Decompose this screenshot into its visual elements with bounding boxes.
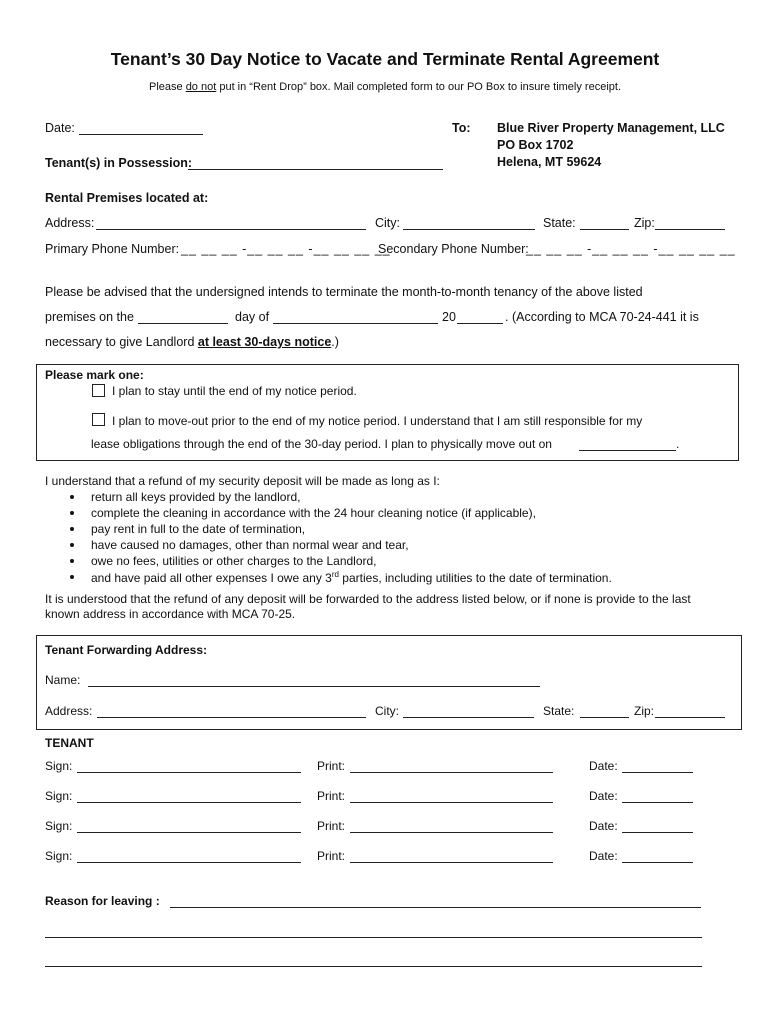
refund-item-6 (91, 570, 612, 585)
refund-item-2: complete the cleaning in accordance with the 24 hour cleaning notice (if applicable), (91, 506, 536, 520)
sign-label: Sign: (45, 819, 73, 833)
date-field[interactable] (79, 134, 203, 135)
move-out-checkbox[interactable] (92, 413, 105, 426)
refund-item-4: have caused no damages, other than normal wear and tear, (91, 538, 409, 552)
forwarding-name-label: Name: (45, 673, 81, 687)
forwarding-address-field[interactable] (97, 717, 366, 718)
premises-state-label: State: (543, 216, 576, 230)
date-label: Date: (589, 849, 618, 863)
sign-label: Sign: (45, 789, 73, 803)
secondary-phone-field[interactable]: __ __ __ -__ __ __ -__ __ __ __ (526, 242, 736, 256)
bullet (70, 527, 74, 531)
notice-line-3-bold: at least 30-days notice (197, 335, 332, 349)
forwarding-city-field[interactable] (403, 717, 534, 718)
secondary-phone-label: Secondary Phone Number: (378, 242, 529, 256)
sign-field[interactable] (77, 862, 301, 863)
termination-year-field[interactable] (457, 323, 503, 324)
forwarding-name-field[interactable] (88, 686, 540, 687)
subtitle-before: Please (148, 81, 186, 93)
sign-field[interactable] (77, 802, 301, 803)
termination-month-field[interactable] (273, 323, 438, 324)
premises-city-field[interactable] (403, 229, 535, 230)
premises-city-label: City: (375, 216, 400, 230)
print-field[interactable] (350, 832, 553, 833)
reason-label: Reason for leaving : (45, 894, 160, 908)
sign-field[interactable] (77, 832, 301, 833)
print-label: Print: (317, 819, 346, 833)
print-label: Print: (317, 789, 346, 803)
sign-field[interactable] (77, 772, 301, 773)
stay-checkbox[interactable] (92, 384, 105, 397)
move-out-option-line-2: lease obligations through the end of the 30-day period. I plan to physically move out on (91, 437, 552, 451)
primary-phone-field[interactable]: __ __ __ -__ __ __ -__ __ __ __ (181, 242, 391, 256)
premises-state-field[interactable] (580, 229, 629, 230)
notice-line-1: Please be advised that the undersigned intends to terminate the month-to-month tenancy of the above listed (45, 285, 643, 299)
date-label: Date: (589, 759, 618, 773)
date-label: Date: (589, 789, 618, 803)
reason-field-line-2[interactable] (45, 937, 702, 938)
move-out-option-end: . (676, 437, 680, 451)
move-out-option-line-1: I plan to move-out prior to the end of my notice period. I understand that I am still responsible for my (112, 414, 643, 428)
bullet (70, 495, 74, 499)
print-label: Print: (317, 759, 346, 773)
bullet (70, 511, 74, 515)
date-label: Date: (589, 819, 618, 833)
print-field[interactable] (350, 862, 553, 863)
refund-item-6-before: and have paid all other expenses I owe any 3 (91, 571, 332, 585)
termination-day-field[interactable] (138, 323, 228, 324)
date-field[interactable] (622, 832, 693, 833)
reason-field-line-1[interactable] (170, 907, 701, 908)
refund-intro: I understand that a refund of my security deposit will be made as long as I: (45, 474, 440, 488)
to-line-2: PO Box 1702 (497, 138, 574, 152)
premises-address-field[interactable] (96, 229, 366, 230)
sign-label: Sign: (45, 849, 73, 863)
move-out-date-field[interactable] (579, 450, 676, 451)
bullet (70, 559, 74, 563)
forwarding-state-label: State: (543, 704, 575, 718)
tenants-label: Tenant(s) in Possession: (45, 156, 193, 170)
premises-on-label: premises on the (45, 310, 134, 324)
day-of-label: day of (235, 310, 270, 324)
primary-phone-label: Primary Phone Number: (45, 242, 180, 256)
subtitle (0, 81, 770, 93)
date-field[interactable] (622, 772, 693, 773)
refund-item-1: return all keys provided by the landlord, (91, 490, 301, 504)
refund-item-5: owe no fees, utilities or other charges to the Landlord, (91, 554, 377, 568)
subtitle-emphasis: do not (185, 81, 217, 93)
subtitle-after: put in “Rent Drop” box. Mail completed form to our PO Box to insure timely receipt. (216, 81, 621, 93)
sign-label: Sign: (45, 759, 73, 773)
forwarding-heading: Tenant Forwarding Address: (45, 643, 208, 657)
date-field[interactable] (622, 802, 693, 803)
notice-line-3 (45, 335, 339, 349)
to-line-1: Blue River Property Management, LLC (497, 121, 725, 135)
notice-line-3-before: necessary to give Landlord (45, 335, 198, 349)
mark-one-heading: Please mark one: (45, 368, 144, 382)
forwarding-state-field[interactable] (580, 717, 629, 718)
reason-field-line-3[interactable] (45, 966, 702, 967)
forwarding-zip-label: Zip: (634, 704, 655, 718)
refund-item-3: pay rent in full to the date of termination, (91, 522, 306, 536)
mca-reference: . (According to MCA 70-24-441 it is (505, 310, 699, 324)
premises-heading: Rental Premises located at: (45, 191, 209, 205)
print-label: Print: (317, 849, 346, 863)
refund-closing-line-1: It is understood that the refund of any deposit will be forwarded to the address listed below, or if none is provide to the last (45, 592, 691, 606)
print-field[interactable] (350, 802, 553, 803)
premises-zip-field[interactable] (655, 229, 725, 230)
to-line-3: Helena, MT 59624 (497, 155, 602, 169)
stay-option-label: I plan to stay until the end of my notice period. (112, 384, 357, 398)
premises-zip-label: Zip: (634, 216, 655, 230)
tenants-field[interactable] (188, 169, 443, 170)
to-label: To: (452, 121, 471, 135)
print-field[interactable] (350, 772, 553, 773)
refund-closing-line-2: known address in accordance with MCA 70-25. (45, 607, 296, 621)
forwarding-city-label: City: (375, 704, 399, 718)
year-prefix: 20 (442, 310, 456, 324)
date-field[interactable] (622, 862, 693, 863)
page-title: Tenant’s 30 Day Notice to Vacate and Terminate Rental Agreement (110, 49, 660, 69)
ordinal-suffix: rd (331, 570, 339, 579)
forwarding-zip-field[interactable] (655, 717, 725, 718)
forwarding-address-label: Address: (45, 704, 93, 718)
bullet (70, 543, 74, 547)
tenant-heading: TENANT (45, 736, 94, 750)
bullet (70, 575, 74, 579)
notice-line-3-after: .) (331, 335, 339, 349)
date-label: Date: (45, 121, 75, 135)
refund-item-6-after: parties, including utilities to the date of termination. (338, 571, 612, 585)
premises-address-label: Address: (45, 216, 95, 230)
